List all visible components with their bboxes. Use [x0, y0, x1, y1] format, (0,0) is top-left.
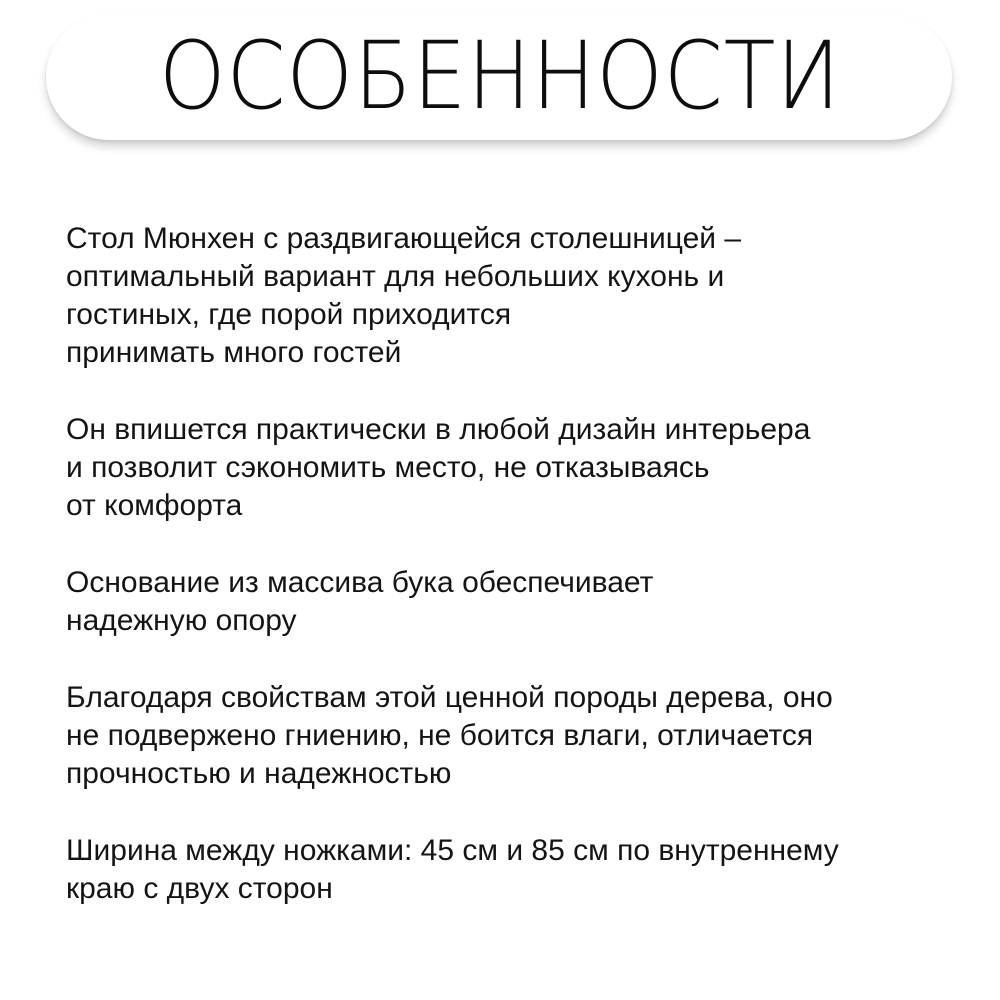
page-title: ОСОБЕННОСТИ	[158, 22, 842, 131]
paragraph-dimensions	[66, 832, 966, 908]
text-line: Стол Мюнхен с раздвигающейся столешницей –	[66, 222, 742, 255]
text-line: прочностью и надежностью	[66, 757, 452, 790]
text-line: не подвержено гниению, не боится влаги, отличается	[66, 719, 814, 752]
text-line: Ширина между ножками: 45 см и 85 см по внутреннему	[66, 834, 839, 867]
paragraph-base	[66, 564, 966, 640]
paragraph-wood	[66, 679, 966, 793]
text-line: Он впишется практически в любой дизайн интерьера	[66, 413, 811, 446]
paragraph-description	[66, 220, 966, 372]
text-line: и позволит сэкономить место, не отказываясь	[66, 451, 710, 484]
text-line: от комфорта	[66, 489, 243, 522]
text-line: Благодаря свойствам этой ценной породы дерева, оно	[66, 681, 833, 714]
paragraph-interior	[66, 411, 966, 525]
text-line: гостиных, где порой приходится	[66, 298, 512, 331]
features-text	[66, 220, 966, 947]
text-line: Основание из массива бука обеспечивает	[66, 566, 654, 599]
text-line: надежную опору	[66, 604, 297, 637]
text-line: краю с двух сторон	[66, 872, 333, 905]
text-line: оптимальный вариант для небольших кухонь и	[66, 260, 725, 293]
text-line: принимать много гостей	[66, 336, 402, 369]
